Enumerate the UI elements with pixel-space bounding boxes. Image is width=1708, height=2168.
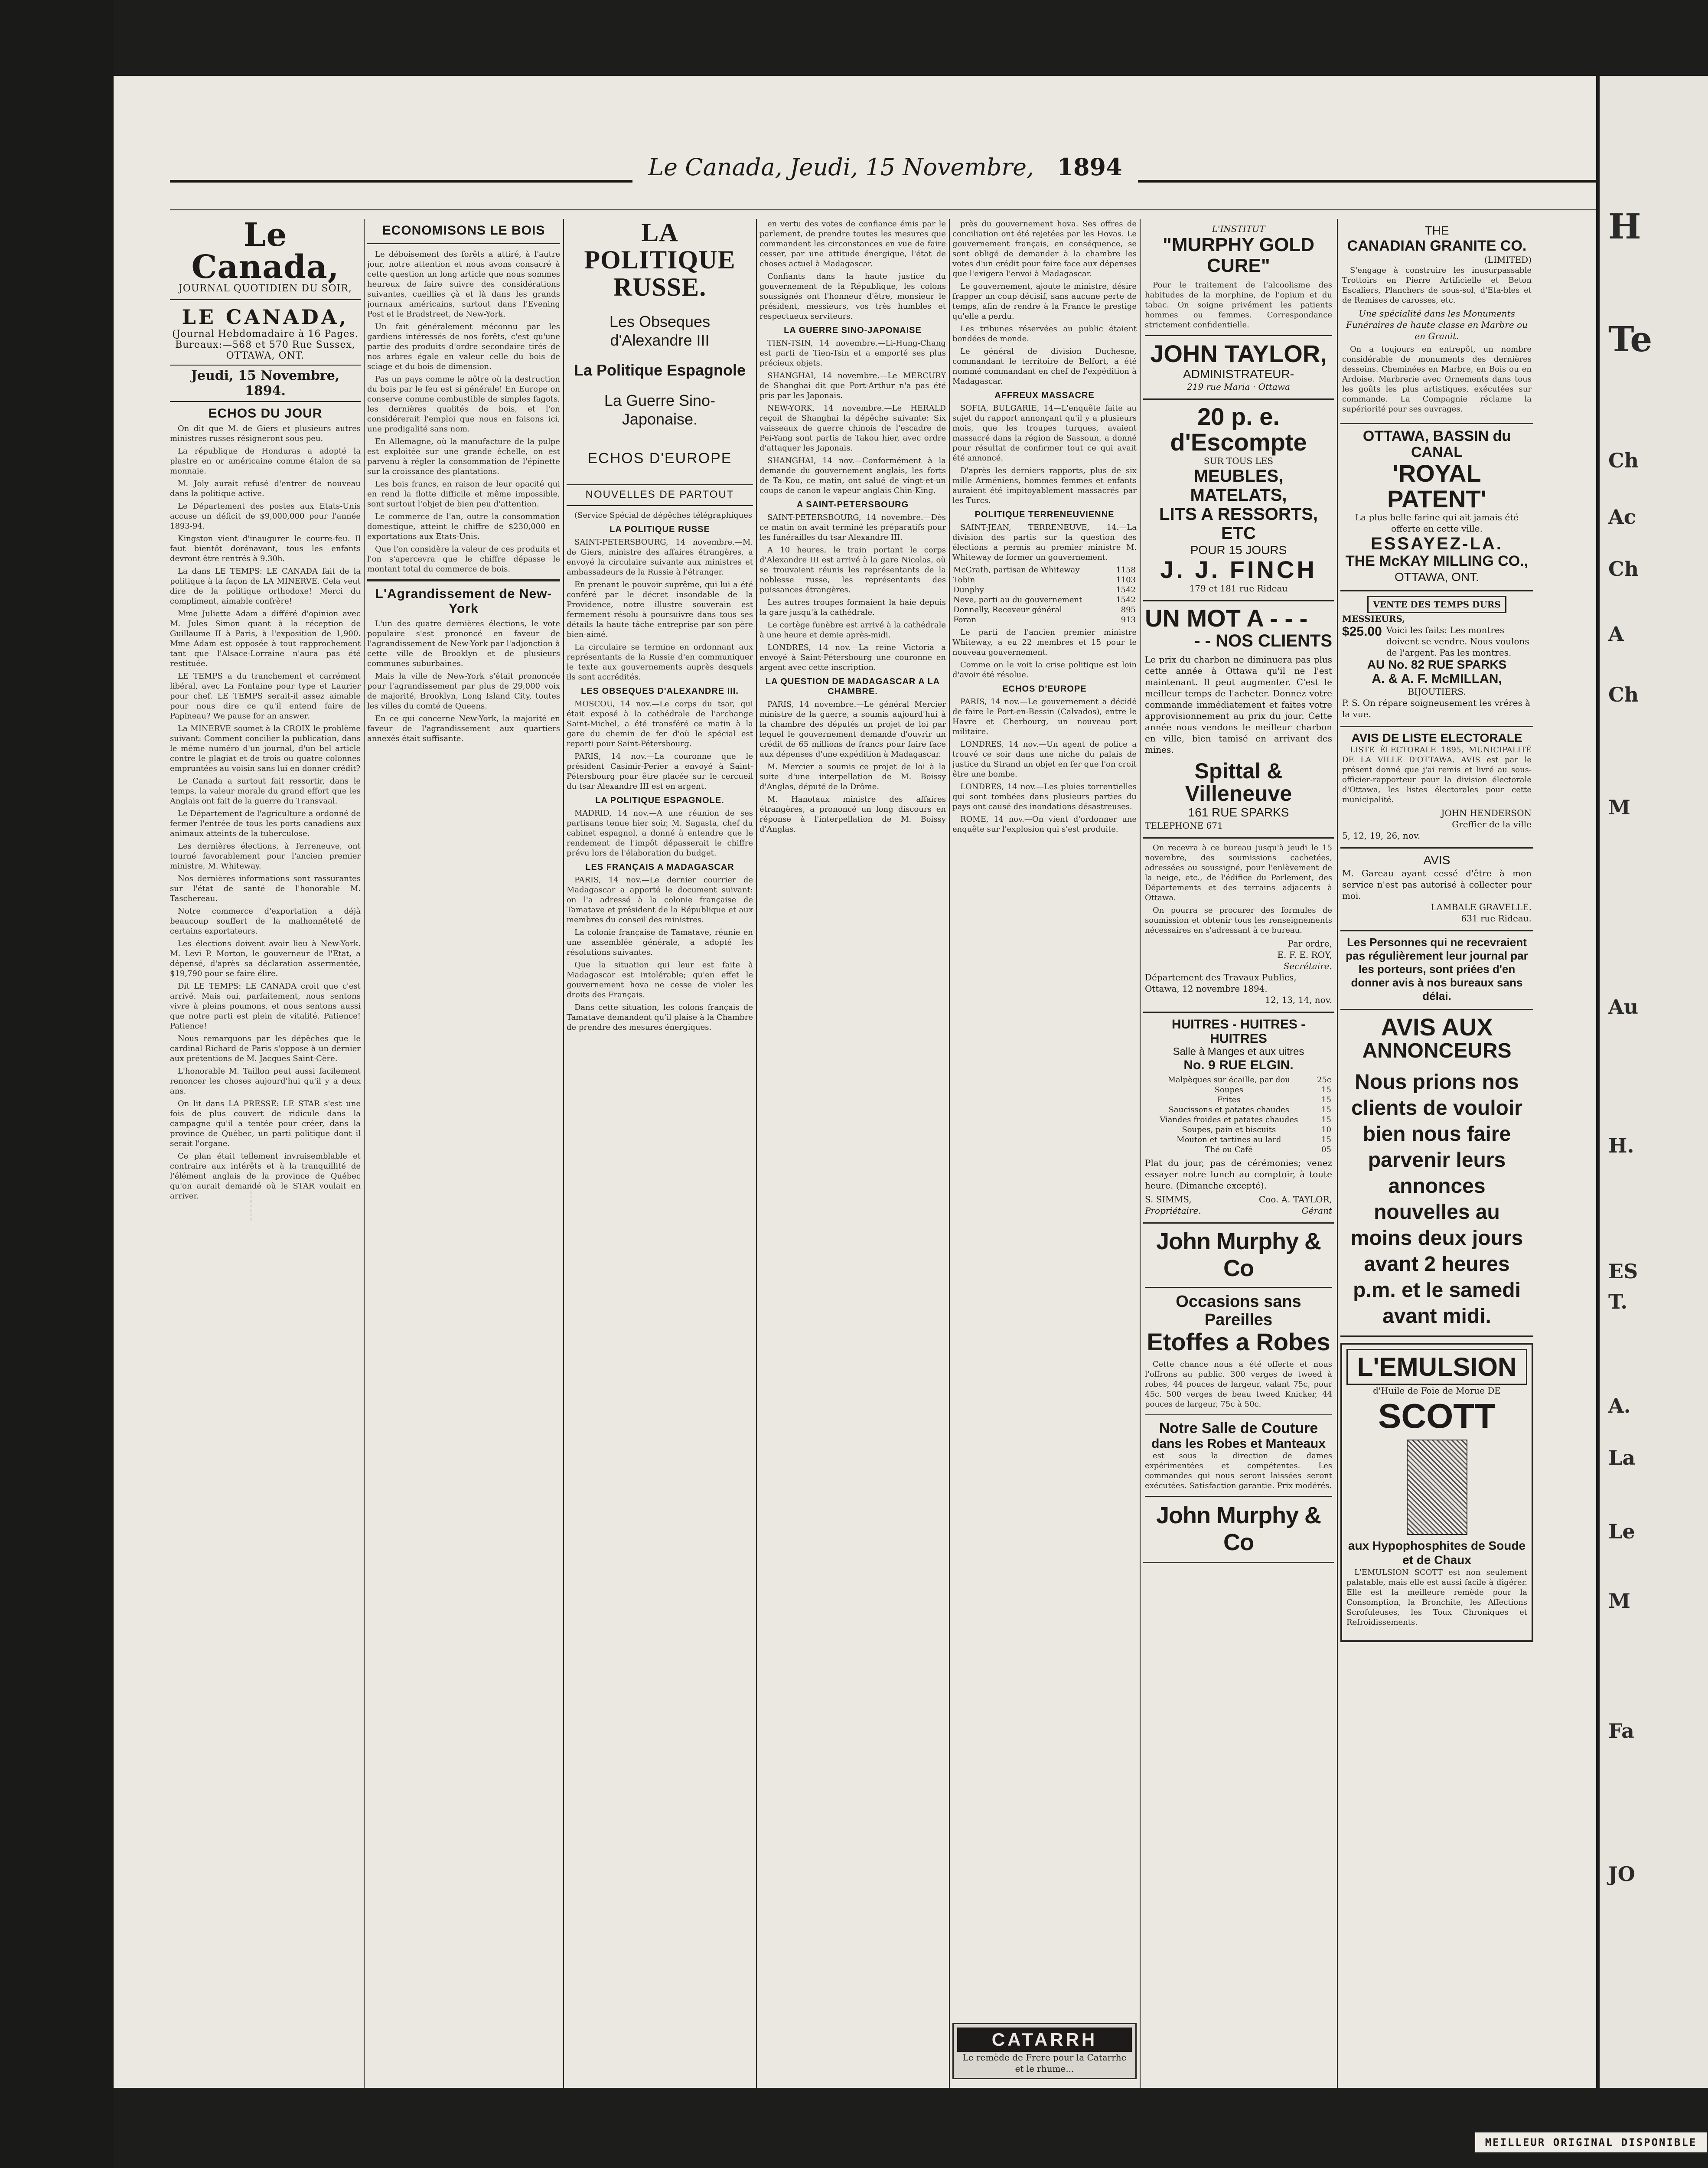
column-rule (364, 219, 365, 2088)
john-murphy-title-2: John Murphy & Co (1156, 1502, 1321, 1556)
echos-paragraph: Le Canada a surtout fait ressortir, dans le temps, la valeur morale du grand effort que les Anglais ont fait de la guerre du Transvaal. (170, 777, 361, 806)
taylor-address: 219 rue Maria · Ottawa (1187, 382, 1290, 392)
adjacent-page-fragment: A (1608, 622, 1624, 646)
question-body (759, 699, 946, 834)
russe-paragraph: En prenant le pouvoir suprême, qui lui a été conféré par le décret insondable de la Providence, notre illustre souverain est fermement résolu à poursuivre dans tous ses détails la haute tâche entreprise par son père bien-aimé. (567, 580, 753, 639)
agrandissement-body (367, 619, 560, 744)
election-row: Donnelly, Receveur général 895 (953, 605, 1136, 614)
simms-name: S. SIMMS, (1145, 1194, 1192, 1205)
temps-price: $25.00 (1342, 624, 1382, 639)
saint-petersbourg-paragraph: A 10 heures, le train portant le corps d'Alexandre III est arrivé à la gare Nicolas, où se trouvaient réunis les représentants de la noblesse russe, les représentants des puissances étrangères. (759, 545, 946, 594)
mckay-city: OTTAWA, ONT. (1395, 570, 1479, 584)
election-row: McGrath, partisan de Whiteway 1158 (953, 565, 1136, 575)
election-row: Neve, parti au du gouvernement 1542 (953, 595, 1136, 604)
column-3 (567, 219, 753, 2088)
agrandissement-paragraph: En ce qui concerne New-York, la majorité en faveur de l'agrandissement aux quartiers annexés était suffisante. (367, 714, 560, 743)
personnes-text: Les Personnes qui ne recevraient pas régulièrement leur journal par les porteurs, sont priées d'en donner avis à nos bureaux sans délai. (1346, 935, 1528, 1003)
paper-city: OTTAWA, ONT. (226, 350, 305, 361)
avis-dates: 5, 12, 19, 26, nov. (1342, 830, 1421, 841)
heading-agrandissement: L'Agrandissement de New-York (375, 587, 552, 616)
espagnole-body (567, 808, 753, 858)
russe-paragraph: SAINT-PETERSBOURG, 14 novembre.—M. de Giers, ministre des affaires étrangères, a envoyé la circulaire suivante aux ministres et ambassadeurs de la Russie à l'étranger. (567, 537, 753, 577)
ad-liste-electorale (1340, 727, 1533, 849)
annonceurs-title: ANNONCEURS (1362, 1039, 1512, 1063)
heading-affreux: AFFREUX MASSACRE (994, 391, 1095, 400)
menu-row: Frites 15 (1217, 1095, 1331, 1105)
liste-text: LISTE ÉLECTORALE 1895, MUNICIPALITÉ DE LA VILLE D'OTTAWA. AVIS est par le présent donné que j'ai remis et livré au sous-officier-rapporteur pour la division électorale d'Ottawa, les listes électorales pour cette municipalité. (1342, 745, 1532, 804)
adjacent-page-fragment: Te (1608, 319, 1653, 359)
coo-name: Coo. A. TAYLOR, (1258, 1194, 1332, 1205)
adjacent-page-fragment: Ch (1608, 449, 1639, 472)
echos-paragraph: Dit LE TEMPS: LE CANADA croit que c'est arrivé. Mais oui, parfaitement, nous sentons vivre à pleins poumons, et nous sentons aussi que notre parti est plein de vitalité. Patience! Patience! (170, 982, 361, 1031)
echos-paragraph: La MINERVE soumet à la CROIX le problème suivant: Comment concilier la publication, dans le même numéro d'un journal, d'un bel article contre le plagiat et de trois ou quatre colonnes empruntées au voisin sans lui en donner crédit? (170, 724, 361, 773)
echos-paragraph: Nous remarquons par les dépêches que le cardinal Richard de Paris s'oppose à un dernier aux prétentions de M. Jacques Saint-Cère. (170, 1034, 361, 1063)
subhead-echos: ECHOS D'EUROPE (587, 450, 732, 467)
adjacent-page-fragment: Ac (1608, 505, 1636, 529)
mckay-name: THE McKAY MILLING CO., (1345, 553, 1529, 570)
institut-label: L'INSTITUT (1212, 224, 1265, 234)
francais-paragraph: PARIS, 14 nov.—Le dernier courrier de Madagascar a apporté le document suivant: on l'a adressé à la colonie française de Tamatave et président de la République et aux membres du conseil des ministres. (567, 875, 753, 924)
echos-europe-paragraph: ROME, 14 nov.—On vient d'ordonner une enquête sur l'explosion qui s'est produite. (952, 815, 1137, 834)
saint-petersbourg-paragraph: LONDRES, 14 nov.—La reine Victoria a envoyé à Saint-Pétersbourg une couronne en argent avec cette inscription. (759, 643, 946, 672)
column-rule (949, 219, 950, 2088)
obseques-paragraph: MOSCOU, 14 nov.—Le corps du tsar, qui était exposé à la cathédrale de l'archange Saint-Michel, a été transféré ce matin à la gare du chemin de fer d'où le spécial est reparti pour Saint-Pétersbourg. (567, 699, 753, 748)
echos-paragraph: On dit que M. de Giers et plusieurs autres ministres russes résigneront sous peu. (170, 424, 361, 443)
guerre-body (759, 338, 946, 496)
ad-temps-durs (1340, 591, 1533, 727)
meubles-label: MEUBLES, (1193, 466, 1284, 486)
echos-europe-paragraph: LONDRES, 14 nov.—Les pluies torrentielles qui sont tombées dans plusieurs parties du pays ont causé des inondations désastreuses. (952, 782, 1137, 811)
spittal-telephone: TELEPHONE 671 (1145, 820, 1223, 831)
ottawa-bassin: OTTAWA, BASSIN du CANAL (1362, 428, 1511, 461)
salle-text: est sous la direction de dames expérimentées et compétentes. Les commandes qui nous seront laissées seront exécutées. Satisfaction garantie. Prix modérés. (1145, 1451, 1332, 1491)
echos-paragraph: Les dernières élections, à Terreneuve, ont tourné favorablement pour l'ancien premier ministre, M. Whiteway. (170, 842, 361, 871)
escompte-title: 20 p. e. d'Escompte (1170, 403, 1307, 456)
granite-text2: On a toujours en entrepôt, un nombre considérable de monuments des dernières desseins. Cheminées en Marbre, en Bois ou en Ardoise. Marbrerie avec Ornements dans tous les goûts les plus artistiques, exécutées sur commande. La Compagnie réclame la supériorité pour ses ouvrages. (1342, 344, 1532, 414)
heading-economisons: ECONOMISONS LE BOIS (382, 223, 545, 238)
masthead-year: 1894 (1049, 153, 1130, 181)
echos-paragraph: Mme Juliette Adam a différé d'opinion avec M. Jules Simon quant à la réception de Guillaume II à Paris, à l'exposition de 1,900. Mme Adam est opposée à tout rapprochement tant que l'Alsace-Lorraine n'aura pas été restituée. (170, 609, 361, 668)
section-heading-echos: ECHOS DU JOUR (208, 406, 323, 421)
scott-title: SCOTT (1378, 1396, 1496, 1435)
taylor-name: JOHN TAYLOR, (1150, 340, 1327, 367)
etoffes-title: Etoffes a Robes (1147, 1328, 1330, 1355)
madagascar-paragraph: Le gouvernement, ajoute le ministre, désire frapper un coup décisif, sans aucune perte de temps, afin de rendre à la France le prestige qu'elle a perdu. (952, 282, 1137, 321)
menu-row: Mouton et tartines au lard 15 (1177, 1135, 1331, 1145)
messieurs-label: MESSIEURS, (1342, 614, 1405, 624)
russe-paragraph: La circulaire se termine en ordonnant aux représentants de la Russie d'en communiquer le texte aux gouvernements auprès desquels ils sont accrédités. (567, 642, 753, 682)
spittal-name: Spittal & Villeneuve (1185, 758, 1292, 806)
heading-francais: LES FRANÇAIS A MADAGASCAR (585, 862, 734, 872)
guerre-paragraph: SHANGHAI, 14 nov.—Conformément à la demande du gouvernement anglais, les forts de Ta-Kou, ce matin, ont salué de vingt-et-un coups de canon le vapeur anglais Chin-King. (759, 456, 946, 495)
huitres-sub: Salle à Manges et aux uitres (1173, 1045, 1304, 1058)
heading-question: LA QUESTION DE MADAGASCAR A LA CHAMBRE. (765, 677, 940, 696)
adjacent-page-fragment: T. (1608, 1290, 1628, 1313)
greffier-label: Greffier de la ville (1452, 819, 1532, 829)
election-row: Tobin 1103 (953, 575, 1136, 584)
mcmillan-name: A. & A. F. McMILLAN, (1372, 672, 1502, 686)
election-row: Dunphy 1542 (953, 585, 1136, 594)
finch-name: J. J. FINCH (1160, 556, 1317, 584)
economisons-body (367, 249, 560, 574)
fisherman-illustration (1407, 1440, 1467, 1535)
menu-note: Plat du jour, pas de cérémonies; venez essayer notre lunch au comptoir, à toute heure. (Dimanche excepté). (1145, 1158, 1332, 1191)
roy-order: Par ordre, (1288, 938, 1332, 949)
nos-clients-label: - - NOS CLIENTS (1194, 631, 1332, 650)
question-paragraph: M. Mercier a soumis ce projet de loi à la suite d'une interpellation de M. Boissy d'Anglas, député de la Drôme. (759, 762, 946, 791)
echos-paragraph: Kingston vient d'inaugurer le courre-feu. Il faut bientôt dorénavant, tous les enfants devront être rentrés à 9.30h. (170, 534, 361, 563)
granite-specialite: Une spécialité dans les Monuments Funéraires de haute classe en Marbre ou en Granit. (1346, 308, 1528, 341)
roy-name: E. F. E. ROY, (1277, 949, 1332, 960)
adjacent-page-fragment: JO (1608, 1862, 1635, 1886)
murphy-text: Pour le traitement de l'alcoolisme des habitudes de la morphine, de l'opium et du tabac. On soigne privément les patients hommes ou femmes. Correspondance strictement confidentielle. (1145, 280, 1332, 330)
taylor-role: ADMINISTRATEUR- (1183, 367, 1294, 381)
spittal-address: 161 RUE SPARKS (1188, 805, 1289, 819)
echos-europe-body (952, 697, 1137, 834)
gravelle-name: LAMBALE GRAVELLE. (1431, 901, 1532, 912)
heading-terreneuvienne: POLITIQUE TERRENEUVIENNE (975, 510, 1115, 519)
menu-row: Saucissons et patates chaudes 15 (1168, 1105, 1331, 1115)
ad-john-murphy (1143, 1224, 1334, 1563)
scanner-edge-left (0, 0, 114, 2168)
column-rule (1140, 219, 1141, 2088)
temps-text: Voici les faits: Les montres doivent se vendre. Nous voulons de l'argent. Pas les montres. (1386, 625, 1529, 658)
roy-dates: 12, 13, 14, nov. (1265, 994, 1332, 1005)
john-murphy-title: John Murphy & Co (1156, 1228, 1321, 1282)
annonceurs-body: Nous prions nos clients de vouloir bien nous faire parvenir leurs annonces nouvelles au moins deux jours avant 2 heures p.m. et le samedi avant midi. (1350, 1070, 1523, 1328)
saint-petersbourg-body (759, 513, 946, 673)
terreneuvienne-body2 (952, 627, 1137, 680)
granite-text: S'engage à construire les inusurpassable Trottoirs en Pierre Artificielle et Beton Escaliers, Planchers de sous-sol, d'Eta-bles et de Remises de carosses, etc. (1342, 265, 1532, 305)
huitres-title: HUITRES - HUITRES - HUITRES (1171, 1017, 1306, 1046)
huitres-address: No. 9 RUE ELGIN. (1183, 1058, 1294, 1073)
francais-paragraph: Dans cette situation, les colons français de Tamatave demandent qu'il plaise à la Chambre de prendre des mesures énergiques. (567, 1002, 753, 1032)
russe-body (567, 537, 753, 682)
francais-paragraph: La colonie française de Tamatave, réunie en une assemblée générale, a adopté les résolutions suivantes. (567, 927, 753, 957)
echos-paragraph: Ce plan était tellement invraisemblable et contraire aux intérêts et à la tranquillité de l'élément anglais de la province de Québec qu'on aurait demandé où le STAR voulait en arriver. (170, 1152, 361, 1201)
column-7 (1340, 219, 1533, 2088)
adjacent-page-fragment: Le (1608, 1520, 1635, 1543)
adjacent-page-fragment: A. (1608, 1394, 1631, 1417)
heading-politique-russe: LA POLITIQUE RUSSE (610, 524, 710, 534)
menu-row: Viandes froides et patates chaudes 15 (1160, 1115, 1331, 1125)
francais-paragraph: Que la situation qui leur est faite à Madagascar est intolérable; qu'en effet le gouvernement hova ne cesse de violer les droits des Français. (567, 960, 753, 999)
election-table (952, 565, 1137, 625)
ad-personnes (1340, 931, 1533, 1011)
royal-text: La plus belle farine qui ait jamais été offerte en cette ville. (1355, 512, 1519, 534)
economisons-paragraph: Pas un pays comme le nôtre où la destruction du bois par le feu est si générale! En Europe on conserve comme combustible de simples fagots, les dernières qualités de bois, et l'on considérerait l'emploi que nous en faisons ici, une prodigalité sans nom. (367, 375, 560, 434)
matelats-label: MATELATS, (1190, 485, 1287, 505)
bureaux-address: Bureaux:—568 et 570 Rue Sussex, (175, 340, 355, 350)
murphy-title: "MURPHY GOLD CURE" (1162, 234, 1315, 277)
coo-role: Gérant (1301, 1205, 1332, 1216)
echos-paragraph: Nos dernières informations sont rassurantes sur l'état de santé de l'honorable M. Taschereau. (170, 874, 361, 903)
menu-row: Thé ou Café 05 (1205, 1145, 1331, 1155)
emulsion-text: L'EMULSION SCOTT est non seulement palatable, mais elle est aussi facile à digérer. Elle est la meilleure remède pour la Consomption, la Bronchite, les Affections Scrofuleuses, les Toux Chroniques et Refroidissements. (1346, 1567, 1527, 1627)
heading-saint-petersbourg: A SAINT-PETERSBOURG (796, 500, 909, 509)
economisons-paragraph: Le déboisement des forêts a attiré, à l'autre jour, notre attention et nous avons consacré à cette question un long article que nous sommes heureux de faire suivre des considérations suivantes, cueillies çà et là dans les grands journaux américains, surtout dans l'Evening Post et le Bradstreet, de New-York. (367, 250, 560, 319)
henderson-name: JOHN HENDERSON (1441, 807, 1532, 818)
service-note: (Service Spécial de dépêches télégraphiques (574, 510, 753, 520)
madagascar-cont (759, 219, 946, 321)
question-paragraph: PARIS, 14 novembre.—Le général Mercier ministre de la guerre, a soumis aujourd'hui à la chambre des députés un projet de loi par lequel le gouvernement demande d'ouvrir un crédit de 65 millions de francs pour faire face aux dépenses d'une expédition à Madagascar. (759, 700, 946, 759)
obseques-paragraph: PARIS, 14 nov.—La couronne que le président Casimir-Perier a envoyé à Saint-Pétersbourg pour être placée sur le cercueil du tsar Alexandre III est en argent. (567, 751, 753, 791)
adjacent-page-fragment: H (1608, 206, 1641, 247)
column-rule (563, 219, 564, 2088)
adjacent-page-edge (1600, 76, 1708, 2088)
economisons-paragraph: Les bois francs, en raison de leur opacité qui en rend la flotte difficile et même impossible, sont surtout l'objet de bien peu d'attention. (367, 480, 560, 509)
headline-politique-russe: LA POLITIQUE RUSSE. (584, 219, 736, 301)
etoffes-text: Cette chance nous a été offerte et nous l'offrons au public. 300 verges de tweed à robes, 44 pouces de largeur, valant 75c, pour 45c. 500 verges de beau tweed Knicker, 44 pouces de largeur, 75c à 50c. (1145, 1359, 1332, 1409)
menu-row: Soupes 15 (1214, 1085, 1331, 1095)
madagascar-paragraph: Confiants dans la haute justice du gouvernement de la République, les colons soussignés ont l'honneur d'être, monsieur le président, messieurs, vos très humbles et respectueux serviteurs. (759, 272, 946, 321)
ad-avis-gareau (1340, 849, 1533, 931)
economisons-paragraph: Que l'on considère la valeur de ces produits et l'on s'apercevra que le chiffre dépasse le montant total du commerce de bois. (367, 545, 560, 574)
simms-role: Propriétaire. (1145, 1205, 1201, 1216)
ad-emulsion-scott (1340, 1343, 1533, 1642)
economisons-paragraph: En Allemagne, où la manufacture de la pulpe est exploitée sur une grande échelle, on est parvenu à régler la consommation de l'épinette sur la croissance des plantations. (367, 437, 560, 476)
sur-tous-les: SUR TOUS LES (1203, 455, 1274, 466)
salle-title2: dans les Robes et Manteaux (1151, 1437, 1326, 1451)
echos-europe-paragraph: LONDRES, 14 nov.—Un agent de police a trouvé ce soir dans une niche du palais de justice du Strand un objet en fer que l'on croit être une bombe. (952, 740, 1137, 779)
ad-soumissions (1143, 839, 1334, 1013)
un-mot-label: UN MOT A - - - (1145, 604, 1308, 632)
charbon-text: Le prix du charbon ne diminuera pas plus cette année à Ottawa qu'il ne l'est maintenant. Il peut augmenter. C'est le meilleur temps de l'acheter. Donnez votre commande immédiatement et faites votre approvisionnement au prix du jour. Cette année nous vendons le meilleur charbon en ville, bien tamisé en arrivant des mines. (1145, 654, 1332, 755)
echos-paragraph: La dans LE TEMPS: LE CANADA fait de la politique à la façon de LA MINERVE. Cela veut dire de la politique orthodoxe! Merci du compliment, aimable confrère! (170, 567, 361, 606)
headline-stack (567, 219, 753, 506)
madagascar-paragraph: en vertu des votes de confiance émis par le parlement, de prendre toutes les mesures que commandent les circonstances en vue de faire cesser, par une attitude énergique, l'état de choses actuel à Madagascar. (759, 219, 946, 268)
page-masthead (170, 153, 1596, 210)
guerre-paragraph: SHANGHAI, 14 novembre.—Le MERCURY de Shanghai dit que Port-Arthur n'a pas été pris par les Japonais. (759, 371, 946, 400)
ps-note: P. S. On répare soigneusement les vréres à la vue. (1342, 698, 1531, 720)
adjacent-page-fragment: H. (1608, 1134, 1634, 1157)
echos-paragraph: L'honorable M. Taillon peut aussi facilement renoncer les choses aujourd'hui qu'il y a deux ans. (170, 1067, 361, 1096)
weekly-note: (Journal Hebdomadaire à 16 Pages. (172, 329, 359, 340)
adjacent-page-fragment: La (1608, 1446, 1636, 1469)
granite-name: CANADIAN GRANITE CO. (1347, 237, 1527, 254)
roy-dept: Département des Travaux Publics, Ottawa, 12 novembre 1894. (1145, 972, 1297, 994)
adjacent-page-fragment: Ch (1608, 683, 1639, 706)
granite-the: THE (1424, 224, 1449, 237)
adjacent-page-fragment: M (1608, 796, 1630, 819)
sparks-address: AU No. 82 RUE SPARKS (1367, 658, 1507, 672)
occasions-title: Occasions sans Pareilles (1176, 1293, 1301, 1329)
menu-row: Malpèques sur écaille, par dou 25c (1167, 1075, 1331, 1085)
lits-label: LITS A RESSORTS, ETC (1159, 504, 1318, 543)
saint-petersbourg-paragraph: SAINT-PETERSBOURG, 14 novembre.—Dès ce matin on avait terminé les préparatifs pour les funérailles du tsar Alexandre III. (759, 513, 946, 542)
guerre-paragraph: NEW-YORK, 14 novembre.—Le HERALD reçoit de Shanghai la dépêche suivante: Six vaisseaux de guerre chinois de l'escadre de Pei-Yang sont partis de Takou hier, avec ordre d'attaquer les Japonais. (759, 404, 946, 453)
affreux-paragraph: D'après les derniers rapports, plus de six mille Arméniens, hommes femmes et enfants auraient été impitoyablement massacrés par les Turcs. (952, 466, 1137, 505)
echos-paragraph: Le Département de l'agriculture a ordonné de fermer l'entrée de tous les ports canadiens aux animaux atteints de la tuberculose. (170, 809, 361, 838)
affreux-paragraph: SOFIA, BULGARIE, 14—L'enquête faite au sujet du rapport annonçant qu'il y a plusieurs mois, que les troupes turques, avaient massacré dans la région de Sassoun, a donné pour résultat de confirmer tout ce qui avait été annoncé. (952, 404, 1137, 463)
echos-paragraph: Les élections doivent avoir lieu à New-York. M. Levi P. Morton, le gouverneur de l'Etat, a dépensé, d'après sa déclaration assermentée, $19,790 pour se faire élire. (170, 939, 361, 978)
emulsion-title: L'EMULSION (1346, 1349, 1527, 1385)
paper-title: Le Canada, (191, 219, 339, 286)
temps-durs-box: VENTE DES TEMPS DURS (1367, 596, 1506, 613)
ad-un-mot (1143, 601, 1334, 838)
paper-name-caps: LE CANADA, (182, 305, 349, 329)
royal-patent-title: 'ROYAL PATENT' (1387, 459, 1486, 513)
issue-date: Jeudi, 15 Novembre, 1894. (170, 365, 361, 402)
newspaper-page (114, 76, 1596, 2088)
paper-subtitle: JOURNAL QUOTIDIEN DU SOIR, (179, 283, 352, 294)
saint-petersbourg-paragraph: Les autres troupes formaient la haie depuis la gare jusqu'à la cathédrale. (759, 598, 946, 617)
ad-royal-patent (1340, 424, 1533, 591)
ad-murphy-gold-cure (1143, 219, 1334, 400)
masthead-date: Le Canada, Jeudi, 15 Novembre, (640, 153, 1042, 181)
saint-petersbourg-paragraph: Le cortège funèbre est arrivé à la cathédrale à une heure et demie après-midi. (759, 620, 946, 640)
election-row: Foran 913 (953, 615, 1136, 624)
pour-jours: POUR 15 JOURS (1190, 543, 1287, 557)
subhead-nouvelles: NOUVELLES DE PARTOUT (567, 484, 753, 501)
terreneuvienne-paragraph: SAINT-JEAN, TERRENEUVE, 14.—La division des partis sur la question des élections a permis au premier ministre M. Whiteway de former un gouvernement. (952, 523, 1137, 562)
column-6 (1143, 219, 1334, 2088)
adjacent-page-fragment: Ch (1608, 557, 1639, 581)
avis-liste-title: AVIS DE LISTE ELECTORALE (1351, 731, 1522, 745)
terreneuvienne-paragraph: Le parti de l'ancien premier ministre Whiteway, a eu 22 membres et 15 pour le nouveau gouvernement. (952, 628, 1137, 657)
question-paragraph: M. Hanotaux ministre des affaires étrangères, a prononcé un long discours en réponse à l'interpellation de M. Boissy d'Anglas. (759, 795, 946, 834)
agrandissement-paragraph: L'un des quatre dernières élections, le vote populaire s'est prononcé en faveur de l'agrandissement de New-York par l'adjonction à cette ville de Brooklyn et de plusieurs communes suburbaines. (367, 619, 560, 668)
adjacent-page-fragment: Au (1608, 995, 1639, 1019)
echos-paragraph: M. Joly aurait refusé d'entrer de nouveau dans la politique active. (170, 479, 361, 498)
echos-body (170, 424, 361, 1201)
finch-address: 179 et 181 rue Rideau (1189, 583, 1288, 594)
column-5 (952, 219, 1137, 2088)
emulsion-sub: d'Huile de Foie de Morue DE (1373, 1385, 1501, 1396)
avis-aux-title: AVIS AUX (1381, 1013, 1493, 1041)
gravelle-address: 631 rue Rideau. (1461, 913, 1532, 924)
salle-title: Notre Salle de Couture (1159, 1420, 1318, 1437)
ad-huitres (1143, 1013, 1334, 1224)
ad-catarrh (952, 2023, 1137, 2079)
archive-stamp: MEILLEUR ORIGINAL DISPONIBLE (1474, 2131, 1708, 2154)
affreux-body (952, 403, 1137, 506)
catarrh-text: Le remède de Frere pour la Catarrhe et le rhume... (962, 2052, 1127, 2074)
hypo-text: aux Hypophosphites de Soude et de Chaux (1348, 1538, 1526, 1567)
ad-escompte (1143, 400, 1334, 601)
madagascar-cont2 (952, 219, 1137, 386)
menu-row: Soupes, pain et biscuits 10 (1182, 1125, 1331, 1135)
ad-annonceurs (1340, 1010, 1533, 1336)
adjacent-page-fragment: Fa (1608, 1719, 1634, 1743)
essayez-label: ESSAYEZ-LA. (1371, 534, 1503, 554)
soumissions-text: On recevra à ce bureau jusqu'à jeudi le 15 novembre, des soumissions cachetées, adressées au soussigné, pour l'enlèvement de la neige, etc., de l'édifice du Parlement, des Départements et des terrains adjacents à Ottawa. On pourra se procurer des formules de soumission et obtenir tous les renseignements nécessaires en s'adressant à ce bureau. (1145, 843, 1332, 935)
guerre-paragraph: TIEN-TSIN, 14 novembre.—Li-Hung-Chang est parti de Tien-Tsin et a emporté ses plus précieux objets. (759, 339, 946, 368)
bijoutiers-label: BIJOUTIERS. (1408, 686, 1466, 697)
madagascar-paragraph: près du gouvernement hova. Ses offres de conciliation ont été rejetées par les Hovas. Le gouvernement français, en conséquence, se sont obligé de demander à la chambre les votes d'un crédit pour faire face aux dépenses que l'exigera l'envoi à Madagascar. (952, 219, 1137, 278)
echos-paragraph: LE TEMPS a du tranchement et carrément libéral, avec La Fontaine pour type et Laurier pour chef. LE TEMPS serait-il assez aimable pour nous dire ce qu'il entend faire de Papineau? We pause for an answer. (170, 672, 361, 721)
pencil-mark (251, 1151, 277, 1221)
granite-limited: (LIMITED) (1484, 254, 1532, 265)
echos-paragraph: Notre commerce d'exportation a déjà beaucoup souffert de la malhonnêteté de certains exportateurs. (170, 907, 361, 936)
terreneuvienne-paragraph: Comme on le voit la crise politique est loin d'avoir été résolue. (952, 660, 1137, 679)
echos-paragraph: La république de Honduras a adopté la plastre en or américaine comme étalon de sa monnaie. (170, 447, 361, 476)
obseques-body (567, 699, 753, 791)
column-2 (367, 219, 560, 2088)
espagnole-paragraph: MADRID, 14 nov.—A une réunion de ses partisans tenue hier soir, M. Sagasta, chef du cabinet espagnol, a donné à entendre que le rendement de l'impôt dépasserait le chiffre prévu lors de l'élaboration du budget. (567, 808, 753, 858)
echos-paragraph: Le Département des postes aux Etats-Unis accuse un déficit de $9,000,000 pour l'année 1893-94. (170, 502, 361, 531)
subhead-obseques: Les Obseques d'Alexandre III (609, 313, 711, 349)
heading-guerre: LA GUERRE SINO-JAPONAISE (784, 326, 922, 335)
madagascar-paragraph: Les tribunes réservées au public étaient bondées de monde. (952, 324, 1137, 343)
column-rule (1337, 219, 1338, 2088)
huitres-menu (1145, 1075, 1332, 1155)
heading-obseques: LES OBSEQUES D'ALEXANDRE III. (581, 686, 739, 696)
avis2-title: AVIS (1423, 853, 1450, 867)
gareau-text: M. Gareau ayant cessé d'être à mon service n'est pas autorisé à collecter pour moi. (1342, 868, 1532, 901)
economisons-paragraph: Le commerce de l'an, outre la consommation domestique, atteint le chiffre de $230,000 en exportations aux Etats-Unis. (367, 512, 560, 541)
ad-canadian-granite (1340, 219, 1533, 424)
adjacent-page-fragment: ES (1608, 1260, 1638, 1283)
echos-paragraph: On lit dans LA PRESSE: LE STAR s'est une fois de plus couvert de ridicule dans la campagne qu'il a tentée pour créer, dans la province de Québec, un parti politique dont il serait l'organe. (170, 1099, 361, 1148)
roy-title: Secrétaire. (1283, 960, 1332, 971)
heading-echos-europe: ECHOS D'EUROPE (1002, 684, 1087, 694)
subhead-espagnole: La Politique Espagnole (574, 361, 746, 379)
heading-espagnole: LA POLITIQUE ESPAGNOLE. (595, 795, 724, 805)
economisons-paragraph: Un fait généralement méconnu par les gardiens intéressés de nos forêts, c'est qu'une partie des produits d'ordre secondaire tirés de nos arbres égale en valeur celle du bois de sciage et du bois de dimension. (367, 322, 560, 371)
subhead-guerre: La Guerre Sino-Japonaise. (604, 391, 716, 428)
francais-body (567, 875, 753, 1032)
column-4 (759, 219, 946, 2088)
adjacent-page-fragment: M (1608, 1589, 1630, 1613)
catarrh-title: CATARRH (957, 2028, 1132, 2052)
column-rule (756, 219, 757, 2088)
agrandissement-paragraph: Mais la ville de New-York s'était prononcée pour l'agrandissement par plus de 29,000 voix de majorité, Brooklyn, Long Island City, toutes les villes du comté de Queens. (367, 672, 560, 711)
echos-europe-paragraph: PARIS, 14 nov.—Le gouvernement a décidé de faire le Port-en-Bessin (Calvados), entre le Havre et Cherbourg, un nouveau port militaire. (952, 697, 1137, 736)
madagascar-paragraph: Le général de division Duchesne, commandant le territoire de Belfort, a été nommé commandant en chef de l'expédition à Madagascar. (952, 347, 1137, 386)
terreneuvienne-body (952, 522, 1137, 562)
